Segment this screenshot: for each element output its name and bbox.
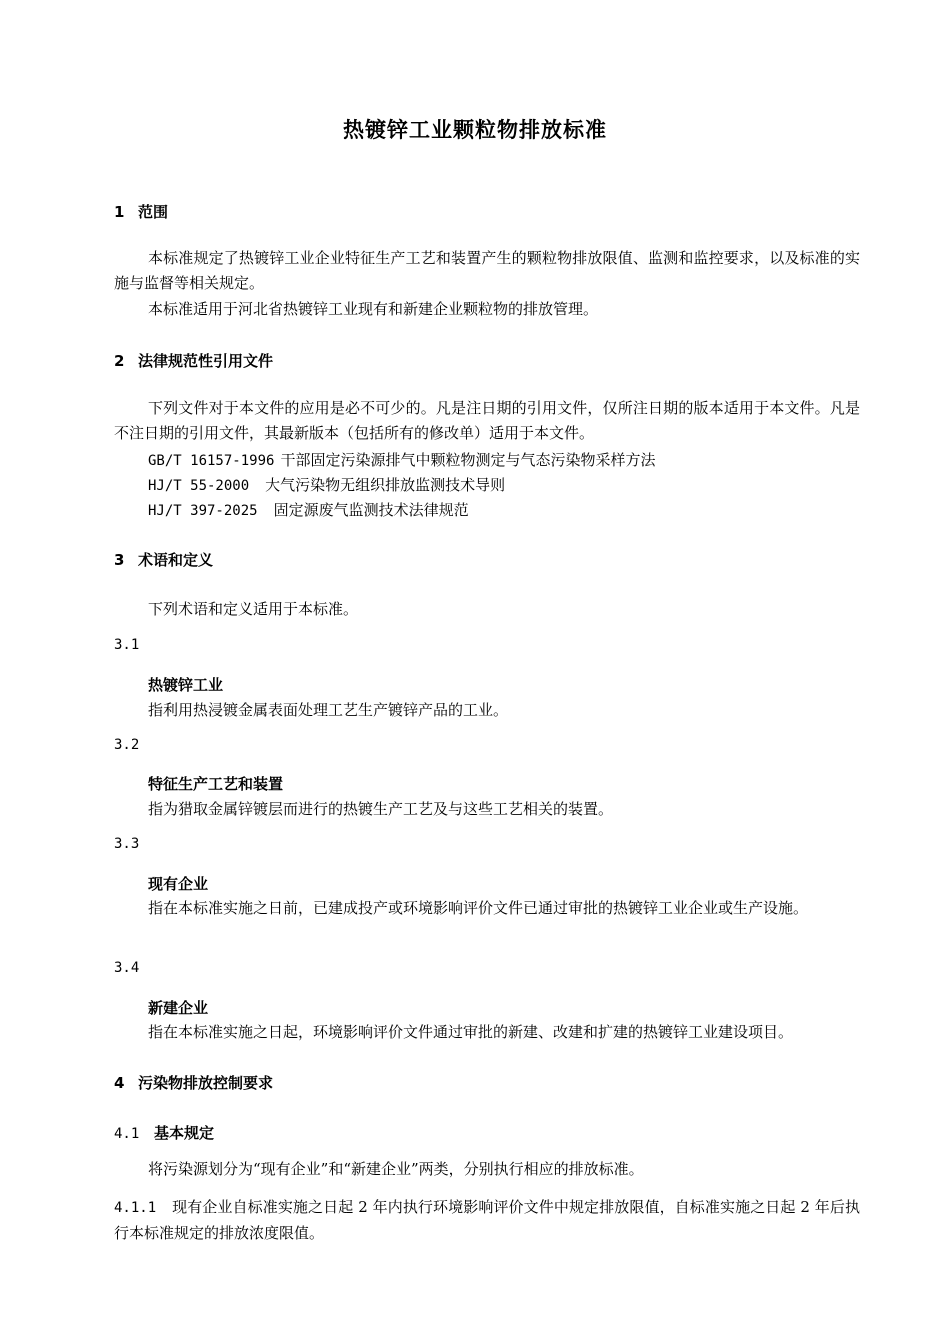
reference-title: 大气污染物无组织排放监测技术导则 xyxy=(265,476,506,494)
term-definition: 指为猎取金属锌镀层而进行的热镀生产工艺及与这些工艺相关的装置。 xyxy=(148,800,614,818)
reference-item xyxy=(148,449,655,470)
paragraph: 本标准适用于河北省热镀锌工业现有和新建企业颗粒物的排放管理。 xyxy=(148,300,599,318)
section-number: 1 xyxy=(114,203,125,221)
section-title: 污染物排放控制要求 xyxy=(138,1074,274,1092)
clause-number: 3.1 xyxy=(114,637,140,653)
paragraph: 下列术语和定义适用于本标准。 xyxy=(148,600,359,618)
reference-code: HJ/T 55-2000 xyxy=(148,478,250,494)
term-definition: 指在本标准实施之日起，环境影响评价文件通过审批的新建、改建和扩建的热镀锌工业建设项目。 xyxy=(148,1023,794,1041)
reference-title: 固定源废气监测技术法律规范 xyxy=(273,501,469,519)
document-title: 热镀锌工业颗粒物排放标准 xyxy=(343,118,607,142)
section-number: 4 xyxy=(114,1074,125,1092)
term-definition: 指在本标准实施之日前，已建成投产或环境影响评价文件已通过审批的热镀锌工业企业或生产设施。 xyxy=(148,899,809,917)
subsection-title: 基本规定 xyxy=(154,1124,215,1142)
reference-title: 干部固定污染源排气中颗粒物测定与气态污染物采样方法 xyxy=(280,451,656,469)
clause-number: 3.3 xyxy=(114,836,140,852)
term-definition: 指利用热浸镀金属表面处理工艺生产镀锌产品的工业。 xyxy=(148,701,509,719)
subsection-number: 4.1 xyxy=(114,1126,140,1142)
clause-number: 4.1.1 xyxy=(114,1200,157,1216)
paragraph: 本标准规定了热镀锌工业企业特征生产工艺和装置产生的颗粒物排放限值、监测和监控要求，以及标准的实施与监督等相关规定。 xyxy=(114,249,860,292)
term-name: 新建企业 xyxy=(148,999,209,1017)
clause-text: 现有企业自标准实施之日起 2 年内执行环境影响评价文件中规定排放限值，自标准实施之日起 2 年后执行本标准规定的排放浓度限值。 xyxy=(114,1198,860,1242)
section-3-heading xyxy=(114,549,213,570)
section-number: 2 xyxy=(114,352,125,370)
section-number: 3 xyxy=(114,551,125,569)
subsection-4-1-heading xyxy=(114,1122,214,1143)
paragraph: 将污染源划分为“现有企业”和“新建企业”两类，分别执行相应的排放标准。 xyxy=(148,1160,644,1178)
reference-code: HJ/T 397-2025 xyxy=(148,503,258,519)
section-1-heading xyxy=(114,201,168,222)
clause-number: 3.2 xyxy=(114,737,140,753)
reference-code: GB/T 16157-1996 xyxy=(148,453,275,469)
term-name: 热镀锌工业 xyxy=(148,676,224,694)
section-title: 术语和定义 xyxy=(138,551,214,569)
term-name: 现有企业 xyxy=(148,875,209,893)
section-2-heading xyxy=(114,350,273,371)
reference-item xyxy=(148,499,469,520)
reference-item xyxy=(148,474,505,495)
section-4-heading xyxy=(114,1072,273,1093)
section-title: 法律规范性引用文件 xyxy=(138,352,274,370)
clause-4-1-1 xyxy=(114,1195,860,1246)
paragraph: 下列文件对于本文件的应用是必不可少的。凡是注日期的引用文件，仅所注日期的版本适用于本文件。凡是不注日期的引用文件，其最新版本（包括所有的修改单）适用于本文件。 xyxy=(114,399,860,442)
clause-number: 3.4 xyxy=(114,960,140,976)
section-title: 范围 xyxy=(138,203,169,221)
term-name: 特征生产工艺和装置 xyxy=(148,775,284,793)
